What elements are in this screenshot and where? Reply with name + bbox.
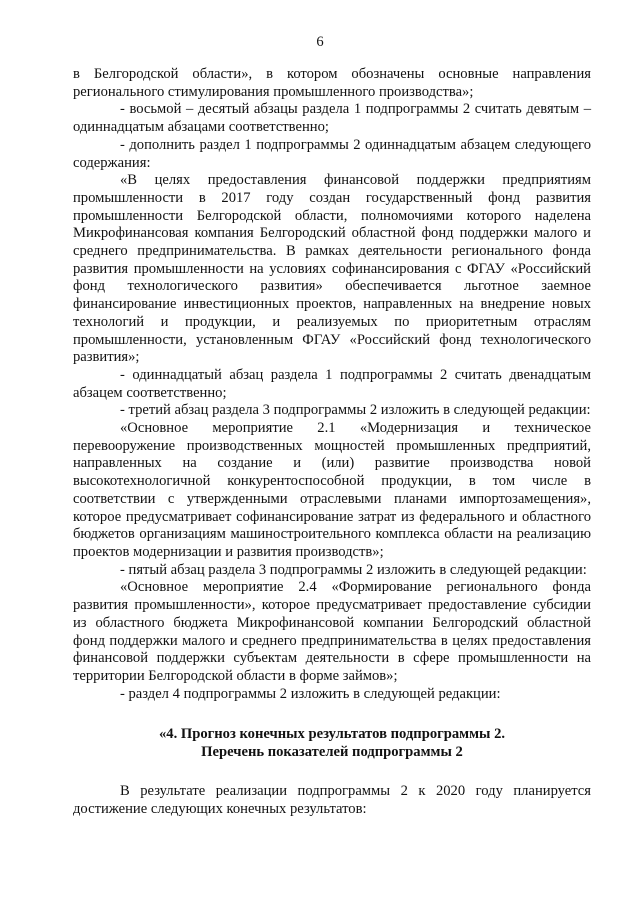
page-number: 6 xyxy=(316,34,324,50)
paragraph: - раздел 4 подпрограммы 2 изложить в следующей редакции: xyxy=(120,685,501,702)
paragraph: - одиннадцатый абзац раздела 1 подпрограммы 2 считать двенадцатым абзацем соответственно; xyxy=(73,366,591,401)
paragraph: - пятый абзац раздела 3 подпрограммы 2 изложить в следующей редакции: xyxy=(120,561,587,578)
paragraph: - дополнить раздел 1 подпрограммы 2 одиннадцатым абзацем следующего содержания: xyxy=(73,136,591,171)
paragraph: «В целях предоставления финансовой поддержки предприятиям промышленности в 2017 году создан государственный фонд развития промышленности Белгородской области, полномочиями которого наделена Микрофинансовая компания Белгородский областной фонд поддержки малого и среднего предпринимательства. В рамках деятельности регионального фонда развития промышленности на условиях софинансирования с ФГАУ «Российский фонд технологического развития» обеспечивается льготное заемное финансирование инвестиционных проектов, направленных на внедрение новых технологий и продукции, и реализуемых по приоритетным отраслям промышленности, установленным ФГАУ «Российский фонд технологического развития»; xyxy=(73,172,591,366)
section-heading-line: Перечень показателей подпрограммы 2 xyxy=(201,744,463,761)
section-heading-line: «4. Прогноз конечных результатов подпрограммы 2. xyxy=(158,726,506,743)
paragraph: «Основное мероприятие 2.1 «Модернизация и техническое перевооружение производственных мощностей промышленных предприятий, направленных на создание и (или) развитие производства новой высокотехнологичной конкурентоспособной продукции, в том числе в соответствии с утвержденными отраслевыми планами импортозамещения», которое предусматривает софинансирование затрат из федерального и областного бюджетов организациям машиностроительного комплекса области на реализацию проектов модернизации и развития производств»; xyxy=(73,420,591,560)
paragraph: - восьмой – десятый абзацы раздела 1 подпрограммы 2 считать девятым – одиннадцатым абзацами соответственно; xyxy=(73,101,591,136)
spacer xyxy=(73,761,591,783)
section-heading xyxy=(73,725,591,761)
paragraph: В результате реализации подпрограммы 2 к 2020 году планируется достижение следующих конечных результатов: xyxy=(73,783,591,818)
paragraph: «Основное мероприятие 2.4 «Формирование регионального фонда развития промышленности», которое предусматривает предоставление субсидии из областного бюджета Микрофинансовой компании Белгородский областной фонд поддержки малого и среднего предпринимательства в целях предоставления финансовой поддержки субъектам деятельности в сфере промышленности на территории Белгородской области в форме займов»; xyxy=(73,579,591,684)
paragraph: в Белгородской области», в котором обозначены основные направления регионального стимулирования промышленного производства»; xyxy=(73,66,591,100)
paragraph: - третий абзац раздела 3 подпрограммы 2 изложить в следующей редакции: xyxy=(120,402,591,419)
document-body xyxy=(73,66,591,819)
